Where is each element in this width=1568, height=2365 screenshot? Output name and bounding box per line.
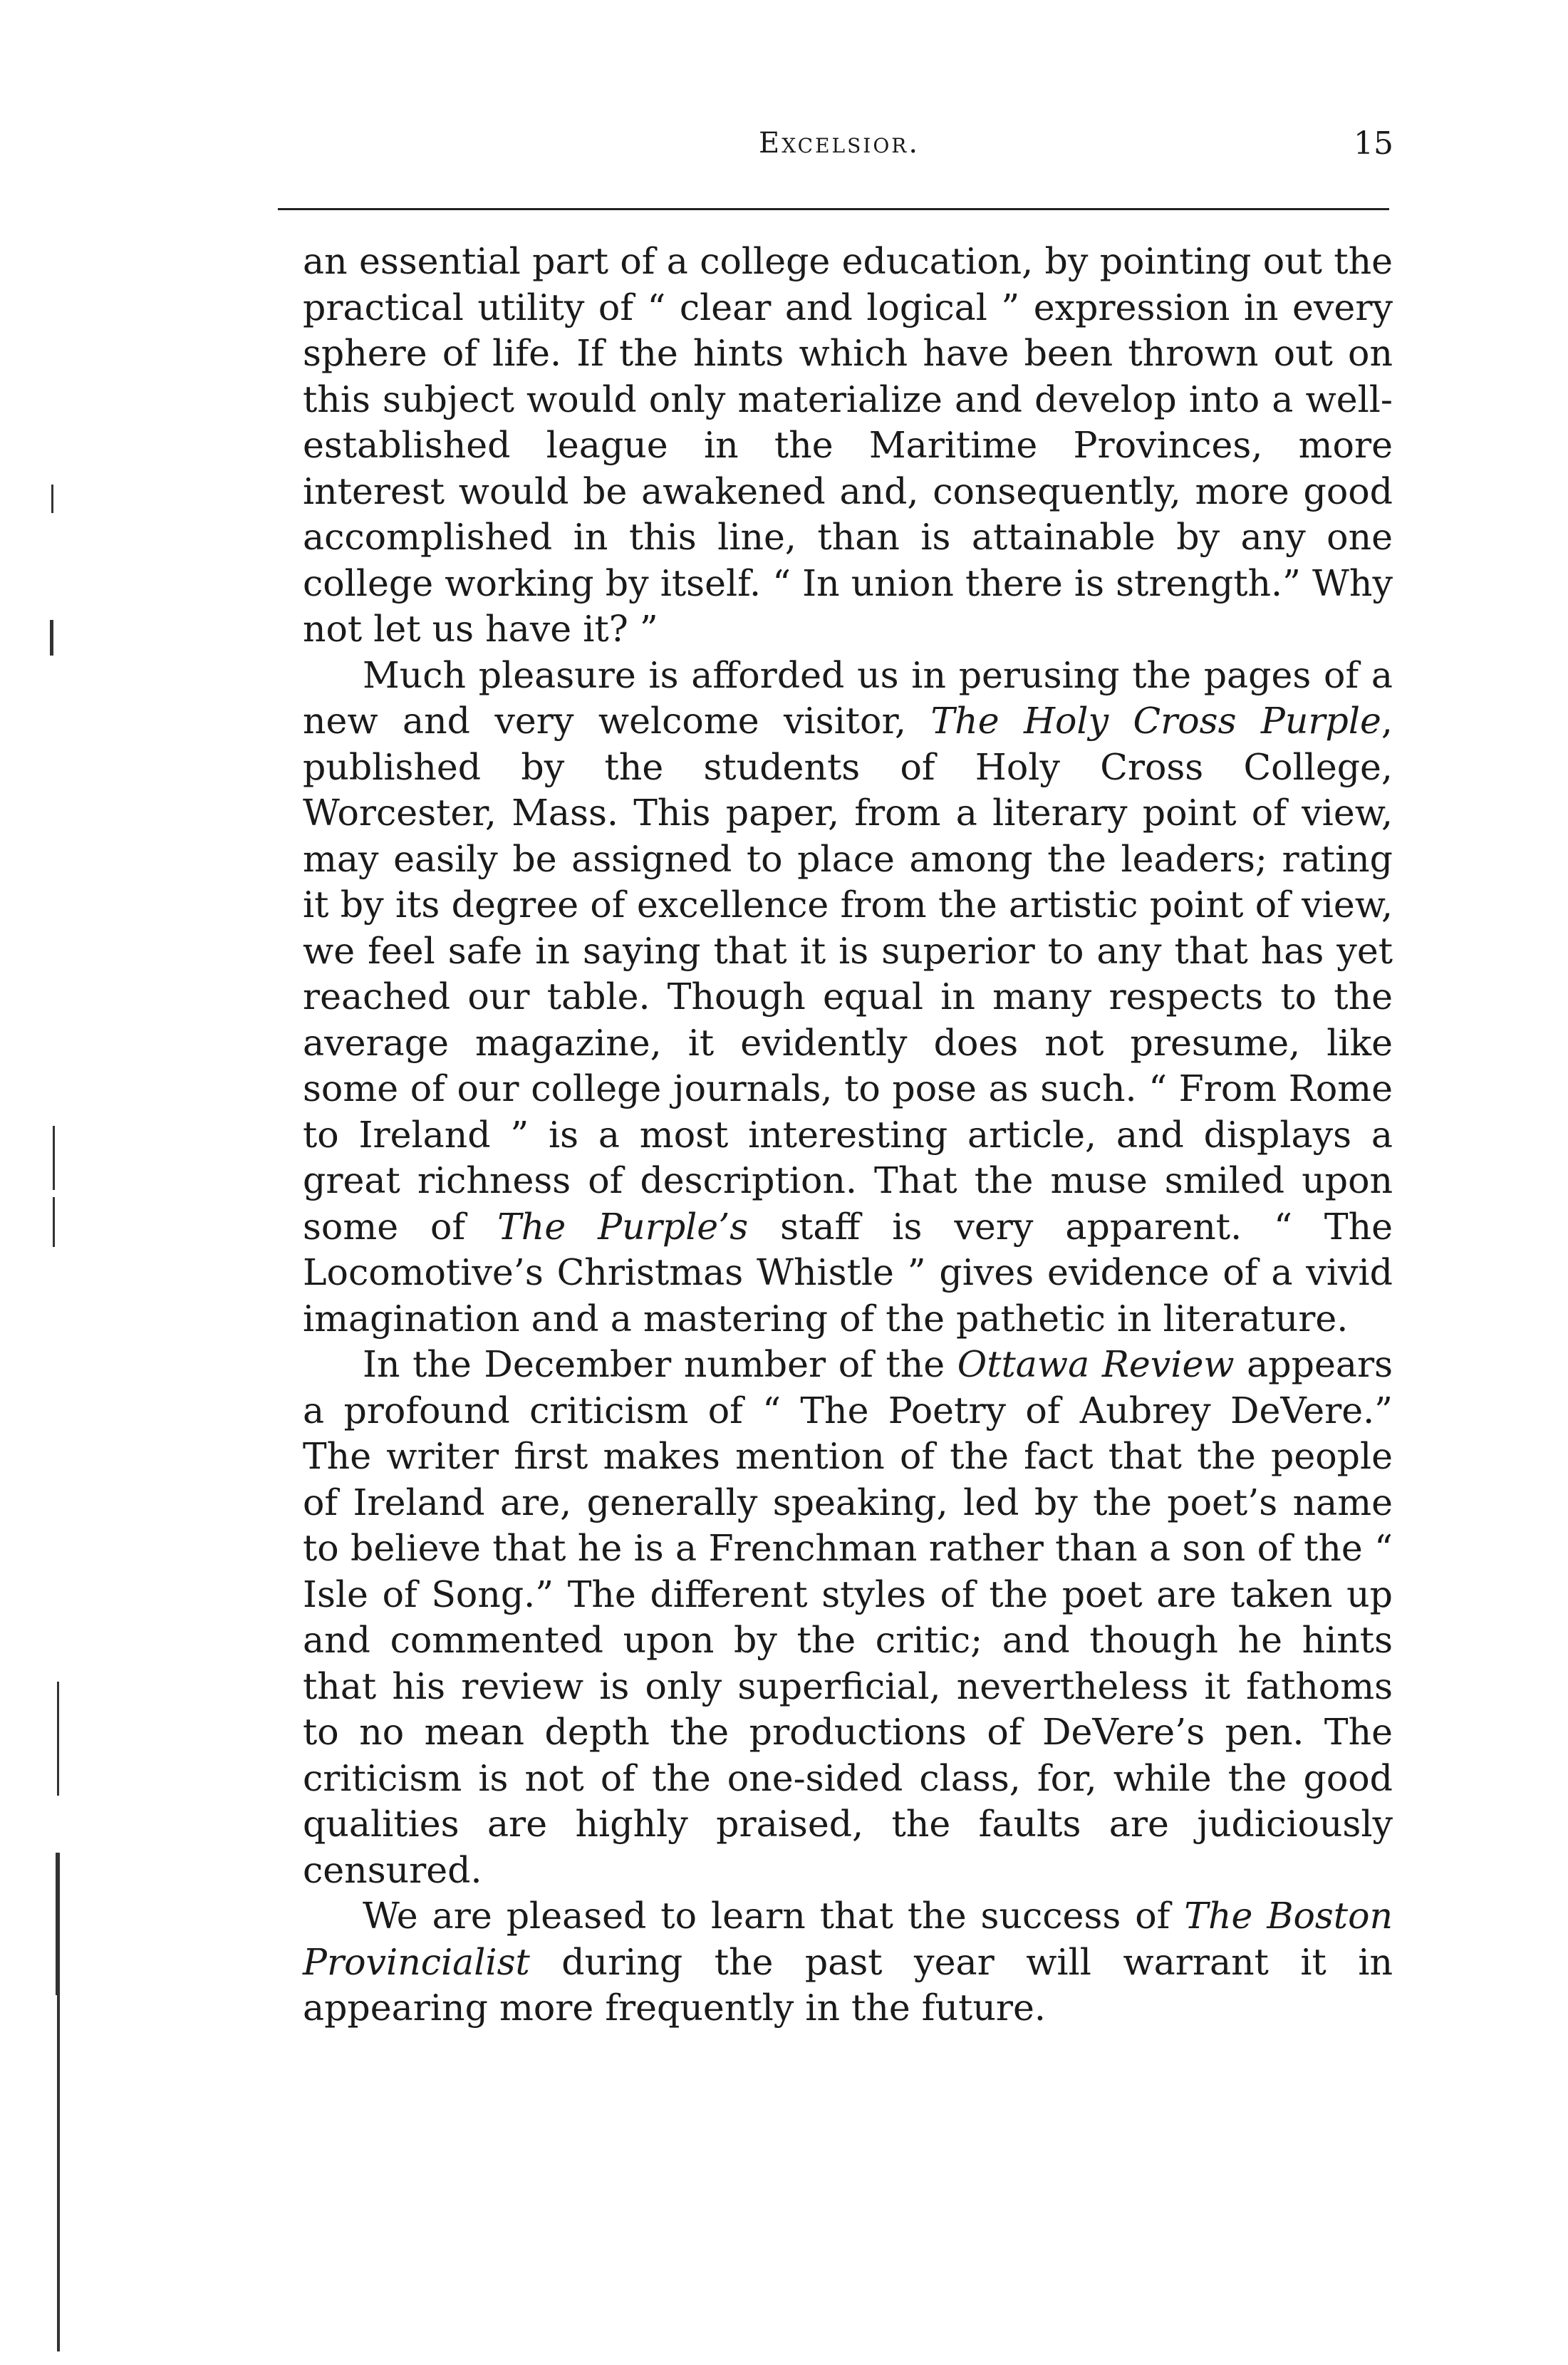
scan-mark bbox=[56, 1853, 60, 1995]
italic-title: The Boston Provincialist bbox=[303, 1895, 1393, 1983]
body-text bbox=[303, 239, 1393, 2032]
italic-title: The Purple’s bbox=[497, 1205, 749, 1248]
text-run: staff is very apparent. “ The Locomotive’s Christmas Whistle ” gives evidence of a vivid imagination and a mastering of the pathetic in literature. bbox=[303, 1205, 1393, 1340]
page-number: 15 bbox=[1354, 125, 1393, 162]
text-run: during the past year will warrant it in appearing more frequently in the future. bbox=[303, 1940, 1393, 2029]
scan-mark bbox=[53, 1126, 55, 1190]
text-run: Much pleasure is afforded us in perusing the pages of a new and very welcome visitor, bbox=[303, 653, 1393, 742]
paragraph-1 bbox=[303, 239, 1393, 653]
text-run: In the December number of the bbox=[363, 1343, 957, 1385]
scan-mark bbox=[53, 1197, 55, 1247]
scan-mark bbox=[50, 620, 53, 656]
paragraph-2 bbox=[303, 653, 1393, 1342]
italic-title: The Holy Cross Purple bbox=[930, 700, 1381, 742]
running-head-title: Excelsior. bbox=[759, 127, 920, 160]
paragraph-3 bbox=[303, 1342, 1393, 1893]
scan-mark bbox=[51, 485, 53, 513]
text-run: , published by the students of Holy Cross College, Worcester, Mass. This paper, from a literary point of view, may easily be assigned to place among the leaders; rating it by its degree of excellence from the artistic point of view, we feel safe in saying that it is superior to any that has yet reached our table. Though equal in many respects to the average magazine, it evidently does not presume, like some of our college journals, to pose as such. “ From Rome to Ireland ” is a most interesting article, and displays a great richness of description. That the muse smiled upon some of bbox=[303, 700, 1393, 1248]
italic-title: Ottawa Review bbox=[957, 1343, 1235, 1385]
text-run: an essential part of a college education, by pointing out the practical utility of “ clear and logical ” expression in every sphere of life. If the hints which have been thrown out on this subject would only materialize and develop into a well-established league in the Maritime Provinces, more interest would be awakened and, consequently, more good accomplished in this line, than is attainable by any one college working by itself. “ In union there is strength.” Why not let us have it? ” bbox=[303, 240, 1393, 650]
scan-mark bbox=[57, 1682, 59, 1796]
text-run: We are pleased to learn that the success of bbox=[363, 1895, 1185, 1937]
text-run: appears a profound criticism of “ The Poetry of Aubrey DeVere.” The writer first makes mention of the fact that the people of Ireland are, generally speaking, led by the poet’s name to believe that he is a Frenchman rather than a son of the “ Isle of Song.” The different styles of the poet are taken up and commented upon by the critic; and though he hints that his review is only superficial, nevertheless it fathoms to no mean depth the productions of DeVere’s pen. The criticism is not of the one-sided class, for, while the good qualities are highly praised, the faults are judiciously censured. bbox=[303, 1343, 1393, 1891]
scan-mark bbox=[57, 1995, 60, 2351]
paragraph-4 bbox=[303, 1893, 1393, 2032]
header-rule bbox=[278, 208, 1389, 210]
